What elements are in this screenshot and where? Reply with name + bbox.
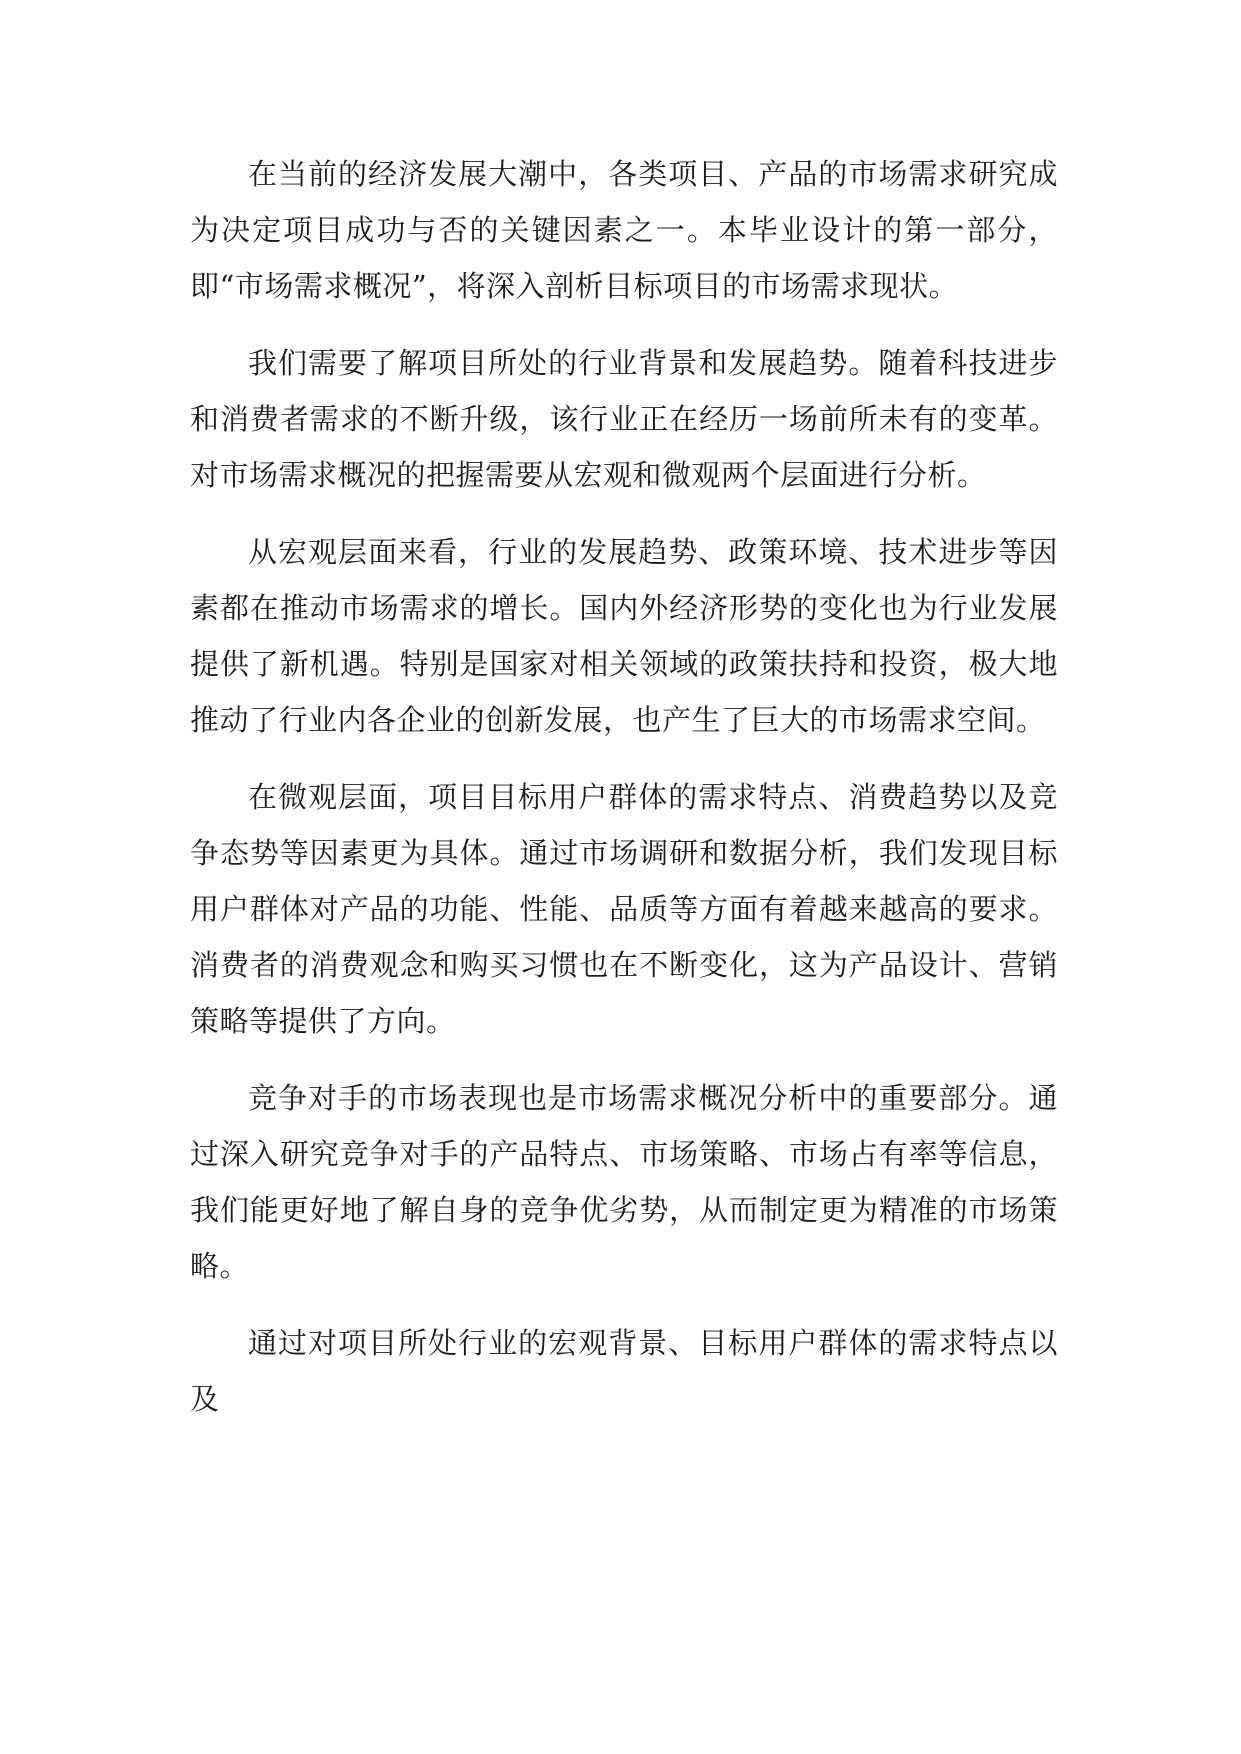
- paragraph-3: 从宏观层面来看，行业的发展趋势、政策环境、技术进步等因素都在推动市场需求的增长。国内外经济形势的变化也为行业发展提供了新机遇。特别是国家对相关领域的政策扶持和投资，极大地推动了行业内各企业的创新发展，也产生了巨大的市场需求空间。: [190, 535, 1058, 737]
- paragraph-2: 我们需要了解项目所处的行业背景和发展趋势。随着科技进步和消费者需求的不断升级，该行业正在经历一场前所未有的变革。对市场需求概况的把握需要从宏观和微观两个层面进行分析。: [190, 346, 1058, 492]
- paragraph-1: 在当前的经济发展大潮中，各类项目、产品的市场需求研究成为决定项目成功与否的关键因素之一。本毕业设计的第一部分，即“市场需求概况”，将深入剖析目标项目的市场需求现状。: [190, 157, 1058, 303]
- paragraph-6: 通过对项目所处行业的宏观背景、目标用户群体的需求特点以及: [190, 1326, 1058, 1416]
- paragraph-5: 竞争对手的市场表现也是市场需求概况分析中的重要部分。通过深入研究竞争对手的产品特点、市场策略、市场占有率等信息，我们能更好地了解自身的竞争优劣势，从而制定更为精准的市场策略。: [190, 1081, 1058, 1283]
- paragraph-4: 在微观层面，项目目标用户群体的需求特点、消费趋势以及竞争态势等因素更为具体。通过市场调研和数据分析，我们发现目标用户群体对产品的功能、性能、品质等方面有着越来越高的要求。消费者的消费观念和购买习惯也在不断变化，这为产品设计、营销策略等提供了方向。: [190, 780, 1058, 1038]
- body-text: [190, 146, 1058, 1448]
